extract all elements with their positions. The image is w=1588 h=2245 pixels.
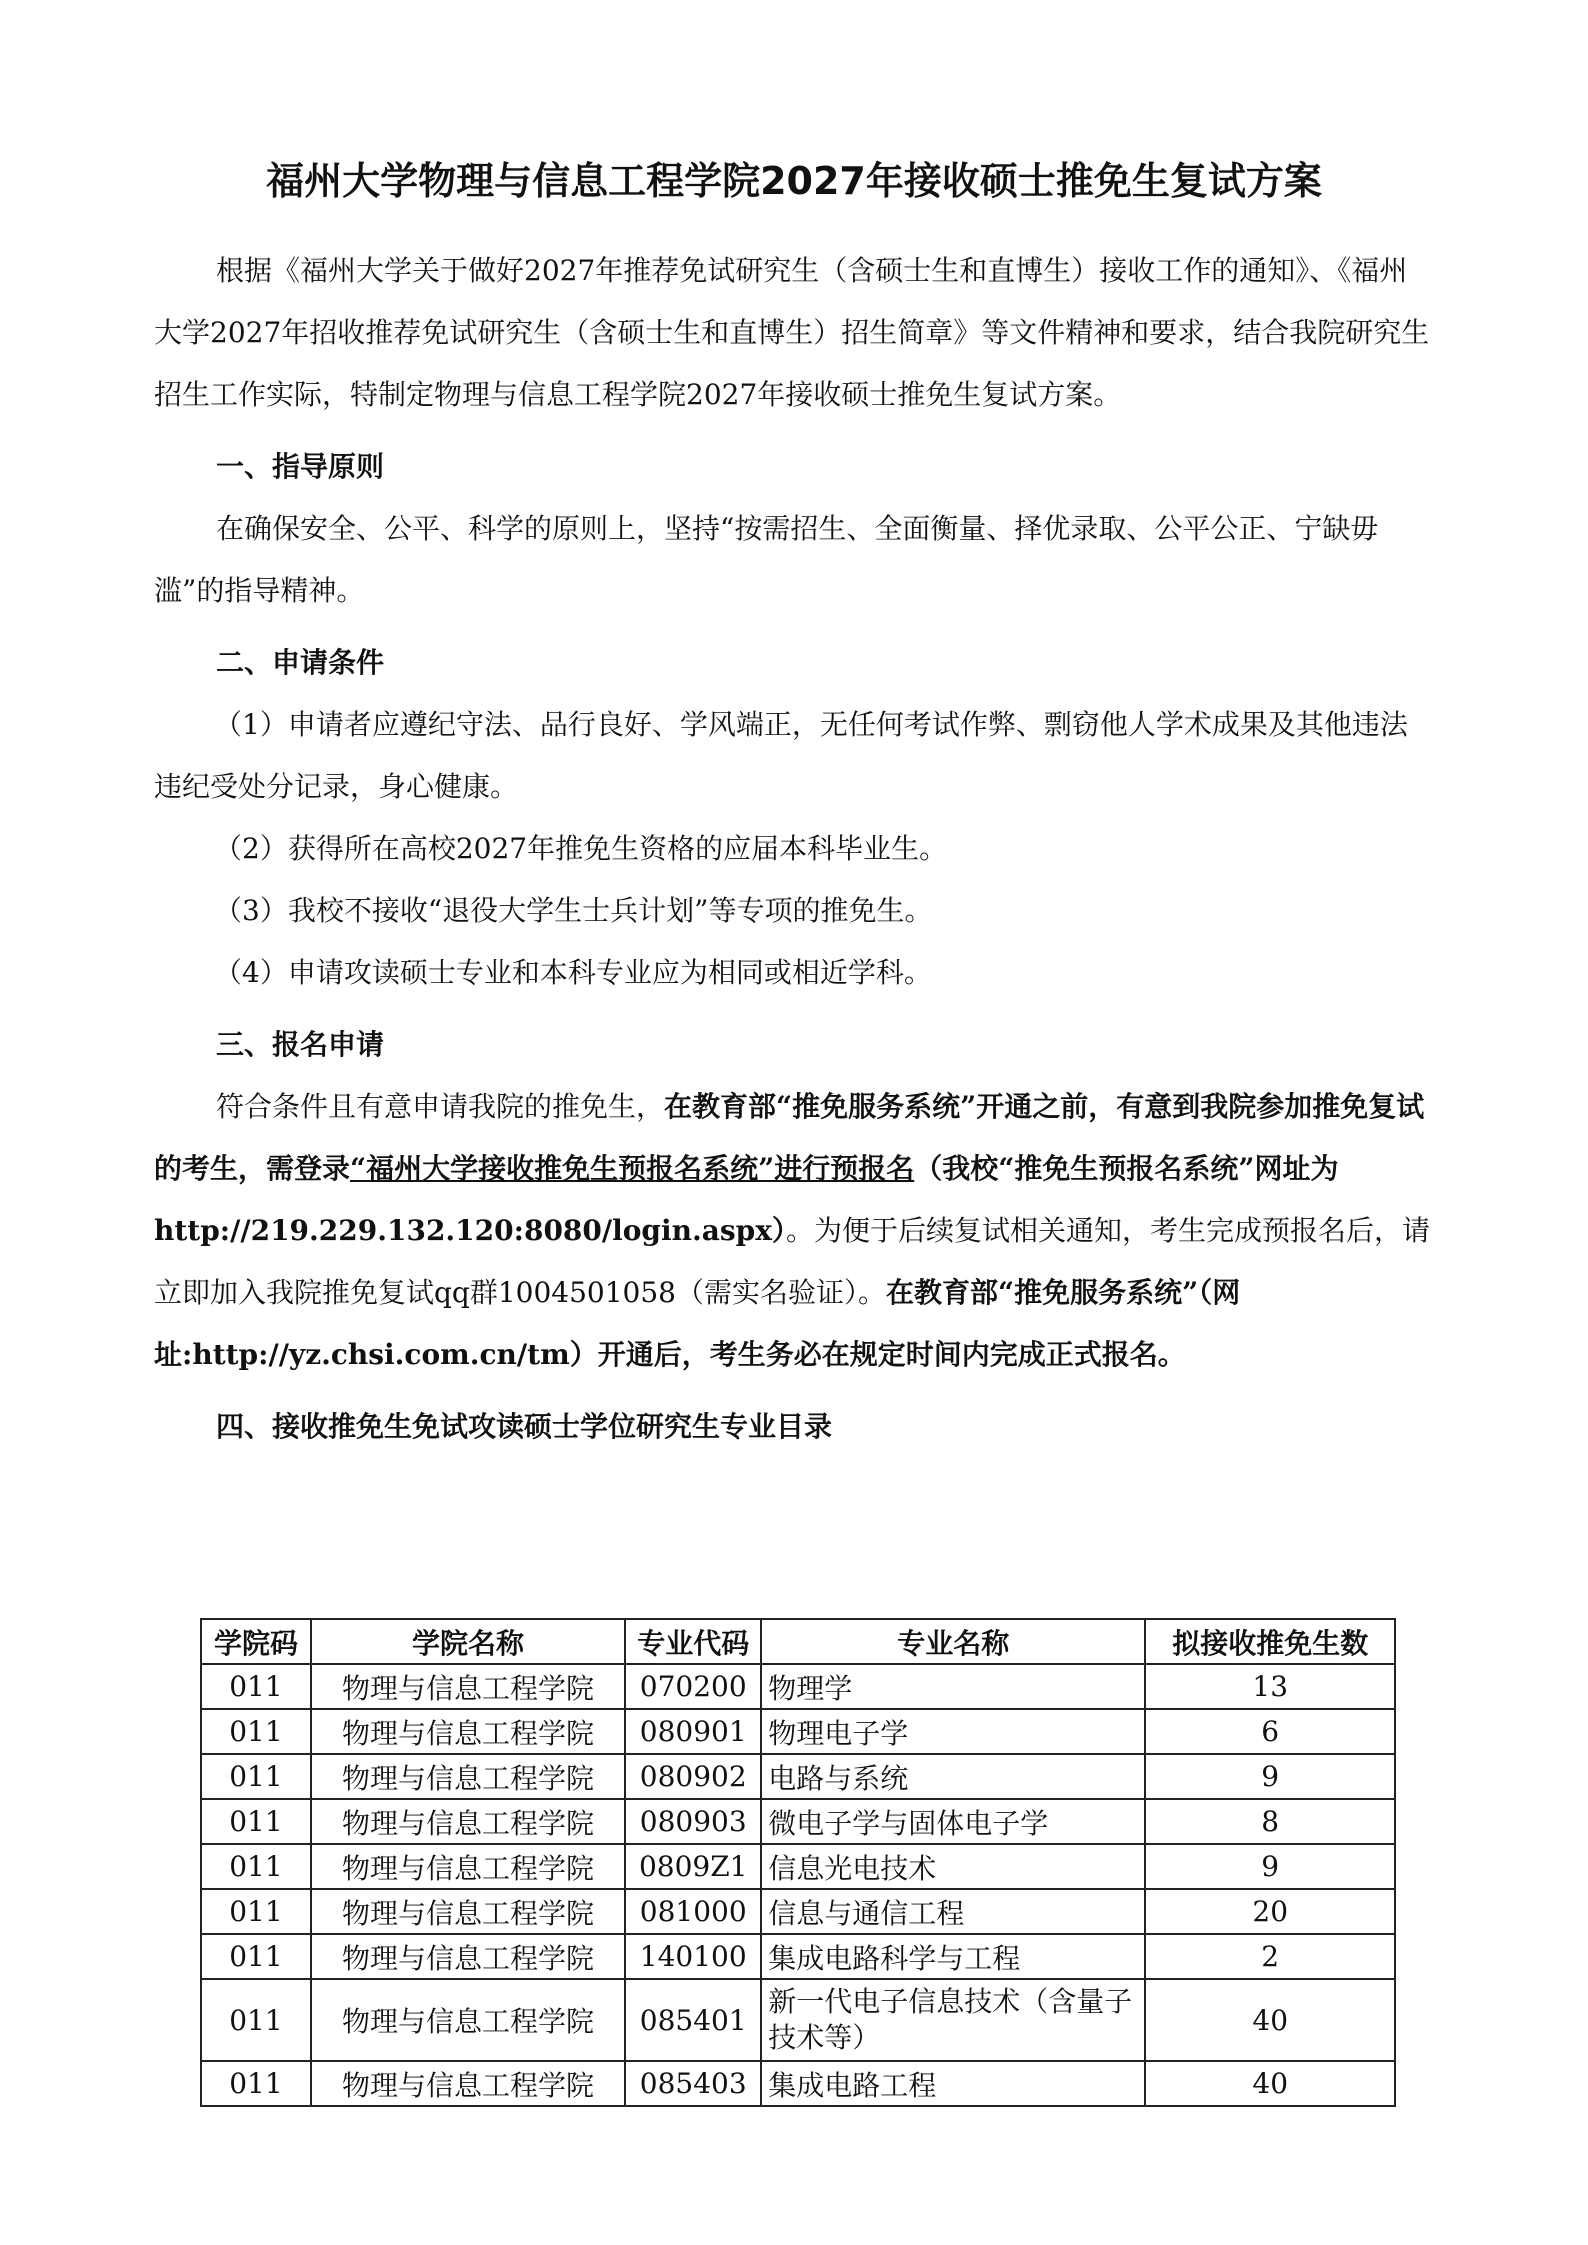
cell-college-name: 物理与信息工程学院 xyxy=(311,1799,625,1844)
cell-major-code: 085401 xyxy=(625,1979,761,2061)
cell-quota: 8 xyxy=(1145,1799,1395,1844)
cell-major-code: 085403 xyxy=(625,2061,761,2106)
cell-major-name: 新一代电子信息技术（含量子技术等） xyxy=(761,1979,1145,2061)
condition-item-4: （4）申请攻读硕士专业和本科专业应为相同或相近学科。 xyxy=(214,956,932,989)
section3-part6: 在教育部“推免服务系统”（网址:http://yz.chsi.com.cn/tm）开通后，考生务必在规定时间内完成正式报名。 xyxy=(154,1276,1241,1371)
condition-item-3: （3）我校不接收“退役大学生士兵计划”等专项的推免生。 xyxy=(214,894,933,927)
cell-major-name: 集成电路工程 xyxy=(761,2061,1145,2106)
cell-college-name: 物理与信息工程学院 xyxy=(311,2061,625,2106)
cell-college-code: 011 xyxy=(201,1709,311,1754)
section3-part1: 符合条件且有意申请我院的推免生， xyxy=(216,1090,665,1123)
cell-quota: 9 xyxy=(1145,1844,1395,1889)
cell-major-code: 140100 xyxy=(625,1934,761,1979)
cell-quota: 9 xyxy=(1145,1754,1395,1799)
cell-major-code: 080902 xyxy=(625,1754,761,1799)
section1-heading: 一、指导原则 xyxy=(216,450,385,483)
section3-part4: （我校“推免生预报名系统”网址为http://219.229.132.120:8080/login.aspx） xyxy=(154,1152,1339,1247)
cell-college-code: 011 xyxy=(201,1934,311,1979)
cell-quota: 13 xyxy=(1145,1664,1395,1709)
table-header-row xyxy=(201,1619,1395,1664)
header-major-code: 专业代码 xyxy=(625,1619,761,1664)
cell-college-name: 物理与信息工程学院 xyxy=(311,1979,625,2061)
table-row xyxy=(201,1799,1395,1844)
cell-major-code: 0809Z1 xyxy=(625,1844,761,1889)
cell-college-code: 011 xyxy=(201,1979,311,2061)
section3-part2: 在教育部“推免服务系统”开通之前，有意到我院参加推免复试的考生，需登录 xyxy=(154,1090,1425,1185)
cell-major-name: 信息光电技术 xyxy=(761,1844,1145,1889)
document-body xyxy=(154,240,1434,1458)
cell-major-name: 微电子学与固体电子学 xyxy=(761,1799,1145,1844)
table-row xyxy=(201,1709,1395,1754)
cell-major-name: 信息与通信工程 xyxy=(761,1889,1145,1934)
prereg-system-link[interactable]: “福州大学接收推免生预报名系统”进行预报名 xyxy=(350,1152,915,1185)
table-row xyxy=(201,1889,1395,1934)
table-row xyxy=(201,1934,1395,1979)
section3-part5: 。为便于后续复试相关通知，考生完成预报名后，请立即加入我院推免复试qq群1004501058（需实名验证）。 xyxy=(154,1214,1430,1309)
condition-item-1: （1）申请者应遵纪守法、品行良好、学风端正，无任何考试作弊、剽窃他人学术成果及其他违法违纪受处分记录，身心健康。 xyxy=(154,708,1408,803)
cell-college-code: 011 xyxy=(201,2061,311,2106)
section2-heading: 二、申请条件 xyxy=(216,646,385,679)
cell-college-name: 物理与信息工程学院 xyxy=(311,1844,625,1889)
cell-quota: 20 xyxy=(1145,1889,1395,1934)
table-row xyxy=(201,1979,1395,2061)
cell-college-code: 011 xyxy=(201,1844,311,1889)
section4-heading: 四、接收推免生免试攻读硕士学位研究生专业目录 xyxy=(216,1410,833,1443)
cell-college-name: 物理与信息工程学院 xyxy=(311,1889,625,1934)
cell-major-name: 电路与系统 xyxy=(761,1754,1145,1799)
cell-quota: 40 xyxy=(1145,2061,1395,2106)
table-row xyxy=(201,1664,1395,1709)
header-quota: 拟接收推免生数 xyxy=(1145,1619,1395,1664)
cell-college-name: 物理与信息工程学院 xyxy=(311,1934,625,1979)
cell-college-name: 物理与信息工程学院 xyxy=(311,1709,625,1754)
cell-college-code: 011 xyxy=(201,1889,311,1934)
cell-college-code: 011 xyxy=(201,1799,311,1844)
cell-major-code: 081000 xyxy=(625,1889,761,1934)
cell-college-name: 物理与信息工程学院 xyxy=(311,1664,625,1709)
cell-major-name: 物理学 xyxy=(761,1664,1145,1709)
cell-major-code: 070200 xyxy=(625,1664,761,1709)
cell-major-code: 080901 xyxy=(625,1709,761,1754)
header-college-code: 学院码 xyxy=(201,1619,311,1664)
cell-quota: 2 xyxy=(1145,1934,1395,1979)
table-row xyxy=(201,2061,1395,2106)
cell-college-code: 011 xyxy=(201,1754,311,1799)
intro-paragraph: 根据《福州大学关于做好2027年推荐免试研究生（含硕士生和直博生）接收工作的通知》、《福州大学2027年招收推荐免试研究生（含硕士生和直博生）招生简章》等文件精神和要求，结合我院研究生招生工作实际，特制定物理与信息工程学院2027年接收硕士推免生复试方案。 xyxy=(154,254,1430,411)
major-catalog-table xyxy=(200,1618,1396,2107)
cell-major-name: 集成电路科学与工程 xyxy=(761,1934,1145,1979)
cell-quota: 40 xyxy=(1145,1979,1395,2061)
section3-heading: 三、报名申请 xyxy=(216,1028,385,1061)
header-college-name: 学院名称 xyxy=(311,1619,625,1664)
cell-major-name: 物理电子学 xyxy=(761,1709,1145,1754)
header-major-name: 专业名称 xyxy=(761,1619,1145,1664)
cell-major-code: 080903 xyxy=(625,1799,761,1844)
section1-text: 在确保安全、公平、科学的原则上，坚持“按需招生、全面衡量、择优录取、公平公正、宁缺毋滥”的指导精神。 xyxy=(154,512,1379,607)
cell-college-code: 011 xyxy=(201,1664,311,1709)
table-row xyxy=(201,1844,1395,1889)
cell-quota: 6 xyxy=(1145,1709,1395,1754)
document-title: 福州大学物理与信息工程学院2027年接收硕士推免生复试方案 xyxy=(266,159,1322,203)
table-row xyxy=(201,1754,1395,1799)
cell-college-name: 物理与信息工程学院 xyxy=(311,1754,625,1799)
condition-item-2: （2）获得所在高校2027年推免生资格的应届本科毕业生。 xyxy=(214,832,948,865)
section3-paragraph xyxy=(154,1076,1434,1386)
